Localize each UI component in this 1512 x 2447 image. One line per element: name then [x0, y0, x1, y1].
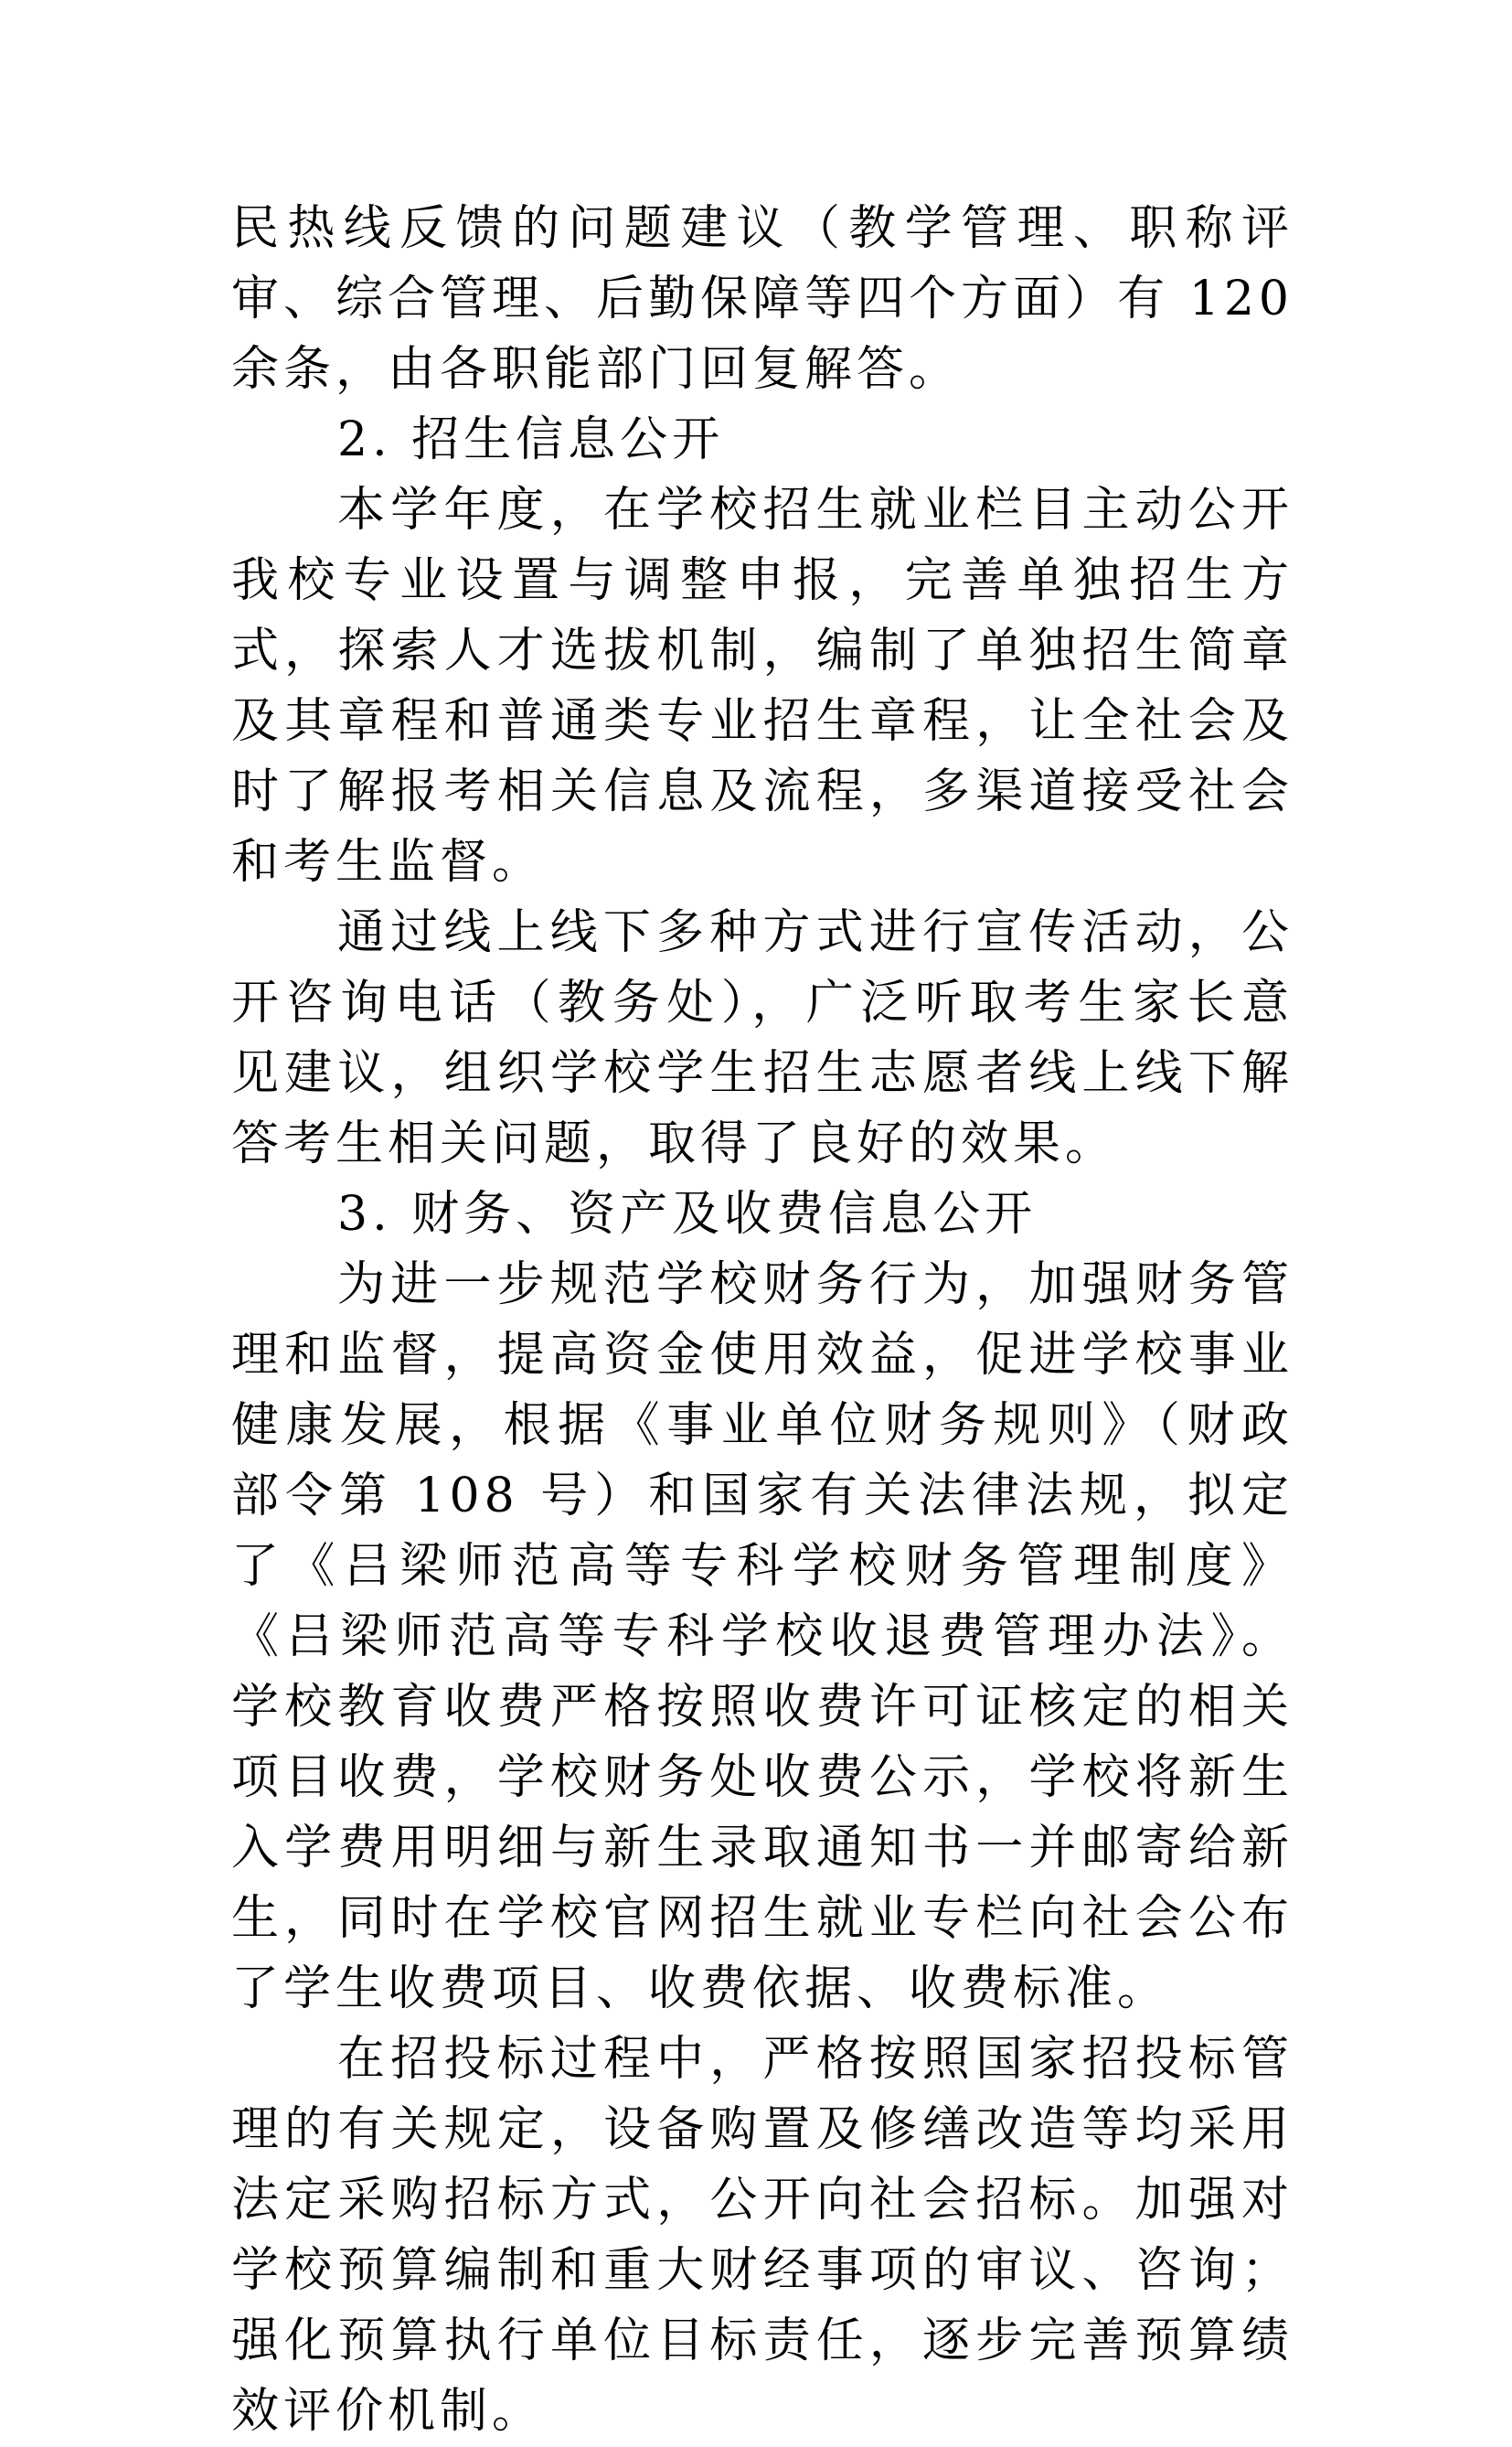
- paragraph-finance-rules: 为进一步规范学校财务行为，加强财务管理和监督，提高资金使用效益，促进学校事业健康发展，根据《事业单位财务规则》（财政部令第 108 号）和国家有关法律法规，拟定了《吕梁师范高等专科学校财务管理制度》《吕梁师范高等专科学校收退费管理办法》。学校教育收费严格按照收费许可证核定的相关项目收费，学校财务处收费公示，学校将新生入学费用明细与新生录取通知书一并邮寄给新生，同时在学校官网招生就业专栏向社会公布了学生收费项目、收费依据、收费标准。: [231, 1257, 1294, 2016]
- paragraph-tendering: 在招投标过程中，严格按照国家招投标管理的有关规定，设备购置及修缮改造等均采用法定采购招标方式，公开向社会招标。加强对学校预算编制和重大财经事项的审议、咨询；强化预算执行单位目标责任，逐步完善预算绩效评价机制。: [231, 2032, 1294, 2439]
- paragraph-continuation: 民热线反馈的问题建议（教学管理、职称评审、综合管理、后勤保障等四个方面）有 120 余条，由各职能部门回复解答。: [231, 201, 1294, 397]
- document-page: [231, 194, 1294, 2447]
- section-heading-admissions: 2. 招生信息公开: [337, 412, 725, 467]
- paragraph-admissions-disclosure: 本学年度，在学校招生就业栏目主动公开我校专业设置与调整申报，完善单独招生方式，探索人才选拔机制，编制了单独招生简章及其章程和普通类专业招生章程，让全社会及时了解报考相关信息及流程，多渠道接受社会和考生监督。: [231, 483, 1294, 890]
- paragraph-admissions-outreach: 通过线上线下多种方式进行宣传活动，公开咨询电话（教务处），广泛听取考生家长意见建议，组织学校学生招生志愿者线上线下解答考生相关问题，取得了良好的效果。: [231, 905, 1294, 1171]
- section-heading-finance: 3. 财务、资产及收费信息公开: [337, 1187, 1038, 1242]
